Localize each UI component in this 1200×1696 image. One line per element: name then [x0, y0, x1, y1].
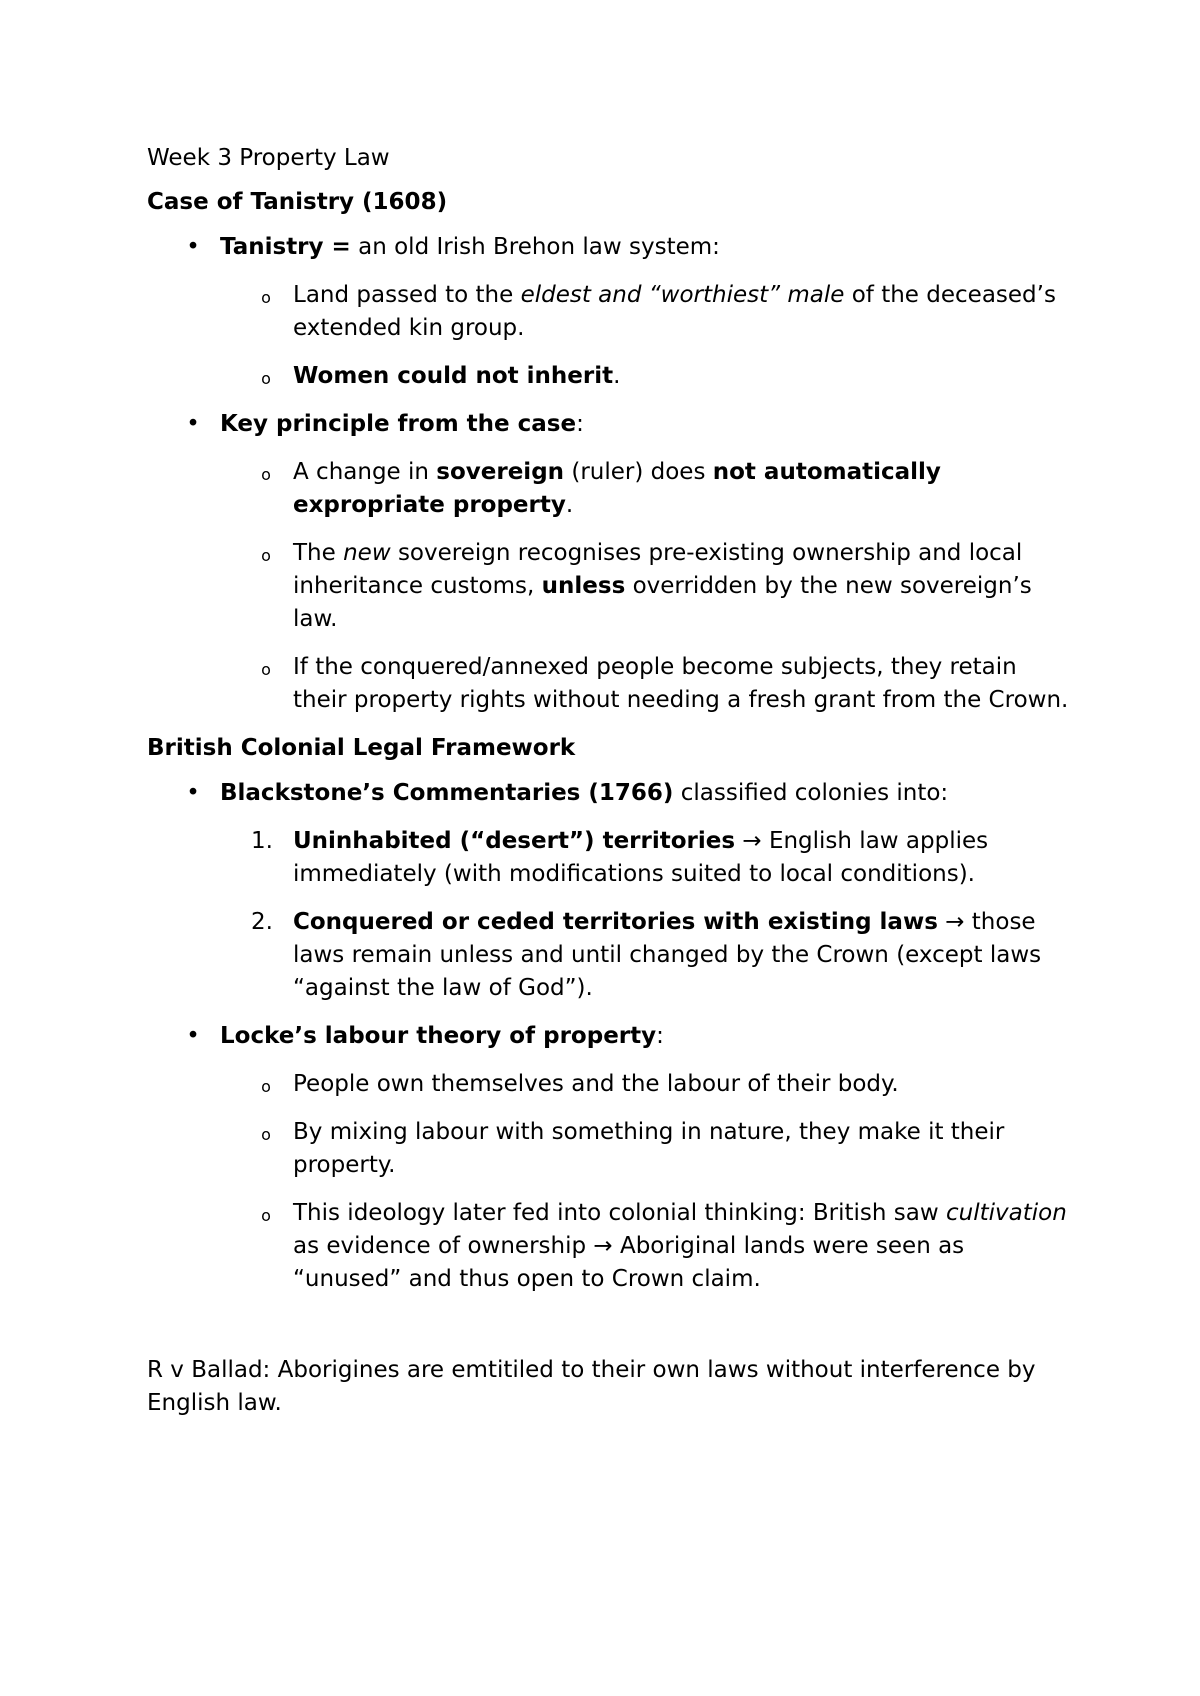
- numbered-bold: Uninhabited (“desert”) territories: [293, 828, 736, 854]
- closing-note: R v Ballad: Aborigines are emtitiled to their own laws without interference by English law.: [147, 1357, 1036, 1416]
- bullet-locke: [147, 1020, 1077, 1053]
- numbered-item-uninhabited: [147, 825, 1077, 891]
- bullet-icon: •: [186, 780, 200, 806]
- bullet-blackstone: [147, 777, 1077, 810]
- subitem-text: The: [293, 540, 344, 566]
- subitem-change-sovereign: [147, 456, 1077, 522]
- bullet-tanistry-definition: [147, 231, 1077, 264]
- bullet-lead: Locke’s labour theory of property: [220, 1023, 657, 1049]
- subitem-new-sovereign: [147, 537, 1077, 636]
- sub-bullet-icon: o: [261, 1125, 271, 1144]
- bullet-text: :: [576, 411, 584, 437]
- subitem-land-passed: [147, 279, 1077, 345]
- bullet-text: an old Irish Brehon law system:: [350, 234, 720, 260]
- subitem-text: A change in: [293, 459, 437, 485]
- list-number: 2.: [251, 909, 273, 935]
- subitem-bold: not automatically expropriate property: [293, 459, 941, 518]
- subitem-emphasis: eldest and “worthiest” male: [520, 282, 845, 308]
- bullet-lead: Blackstone’s Commentaries (1766): [220, 780, 674, 806]
- document-page: [147, 142, 1077, 1420]
- sub-bullet-icon: o: [261, 1077, 271, 1096]
- bullet-text: classified colonies into:: [673, 780, 949, 806]
- subitem-conquered-subjects: [147, 651, 1077, 717]
- list-number: 1.: [251, 828, 273, 854]
- subitem-text: By mixing labour with something in nature, they make it their property.: [293, 1119, 1005, 1178]
- subitem-text: sovereign recognises pre-existing ownership and local inheritance customs,: [293, 540, 1023, 599]
- subitem-text: as evidence of ownership → Aboriginal lands were seen as “unused” and thus open to Crown claim.: [293, 1233, 965, 1292]
- bullet-icon: •: [186, 411, 200, 437]
- sub-bullet-icon: o: [261, 465, 271, 484]
- subitem-emphasis: new: [343, 540, 391, 566]
- numbered-text: → English law applies immediately (with modifications suited to local conditions).: [293, 828, 989, 887]
- subitem-text: People own themselves and the labour of their body.: [293, 1071, 899, 1097]
- subitem-text: of the deceased’s extended kin group.: [293, 282, 1056, 341]
- subitem-own-themselves: [147, 1068, 1077, 1101]
- subitem-bold: sovereign: [436, 459, 565, 485]
- spacer: [147, 1311, 1077, 1354]
- bullet-icon: •: [186, 234, 200, 260]
- subitem-text: Land passed to the: [293, 282, 521, 308]
- subitem-text: This ideology later fed into colonial thinking: British saw: [293, 1200, 947, 1226]
- sub-bullet-icon: o: [261, 288, 271, 307]
- subitem-bold: Women could not inherit: [293, 363, 614, 389]
- sub-bullet-icon: o: [261, 546, 271, 565]
- bullet-icon: •: [186, 1023, 200, 1049]
- subitem-text: overridden by the new sovereign’s law.: [293, 573, 1032, 632]
- numbered-text: → those laws remain unless and until changed by the Crown (except laws “against the law of God”).: [293, 909, 1042, 1001]
- subitem-text: .: [565, 492, 574, 518]
- subitem-emphasis: cultivation: [946, 1200, 1067, 1226]
- subitem-mixing-labour: [147, 1116, 1077, 1182]
- subitem-women-inherit: [147, 360, 1077, 393]
- document-title: Week 3 Property Law: [147, 145, 390, 171]
- subitem-colonial-thinking: [147, 1197, 1077, 1296]
- sub-bullet-icon: o: [261, 660, 271, 679]
- numbered-item-conquered: [147, 906, 1077, 1005]
- subitem-text: (ruler) does: [564, 459, 713, 485]
- bullet-key-principle: [147, 408, 1077, 441]
- section-heading-tanistry: Case of Tanistry (1608): [147, 189, 448, 215]
- subitem-bold: unless: [541, 573, 626, 599]
- sub-bullet-icon: o: [261, 369, 271, 388]
- subitem-text: .: [613, 363, 621, 389]
- section-heading-colonial-framework: British Colonial Legal Framework: [147, 735, 576, 761]
- bullet-lead: Key principle from the case: [220, 411, 577, 437]
- numbered-bold: Conquered or ceded territories with existing laws: [293, 909, 938, 935]
- subitem-text: If the conquered/annexed people become subjects, they retain their property rights without needing a fresh grant from the Crown.: [293, 654, 1069, 713]
- bullet-lead: Tanistry =: [220, 234, 351, 260]
- sub-bullet-icon: o: [261, 1206, 271, 1225]
- bullet-text: :: [656, 1023, 664, 1049]
